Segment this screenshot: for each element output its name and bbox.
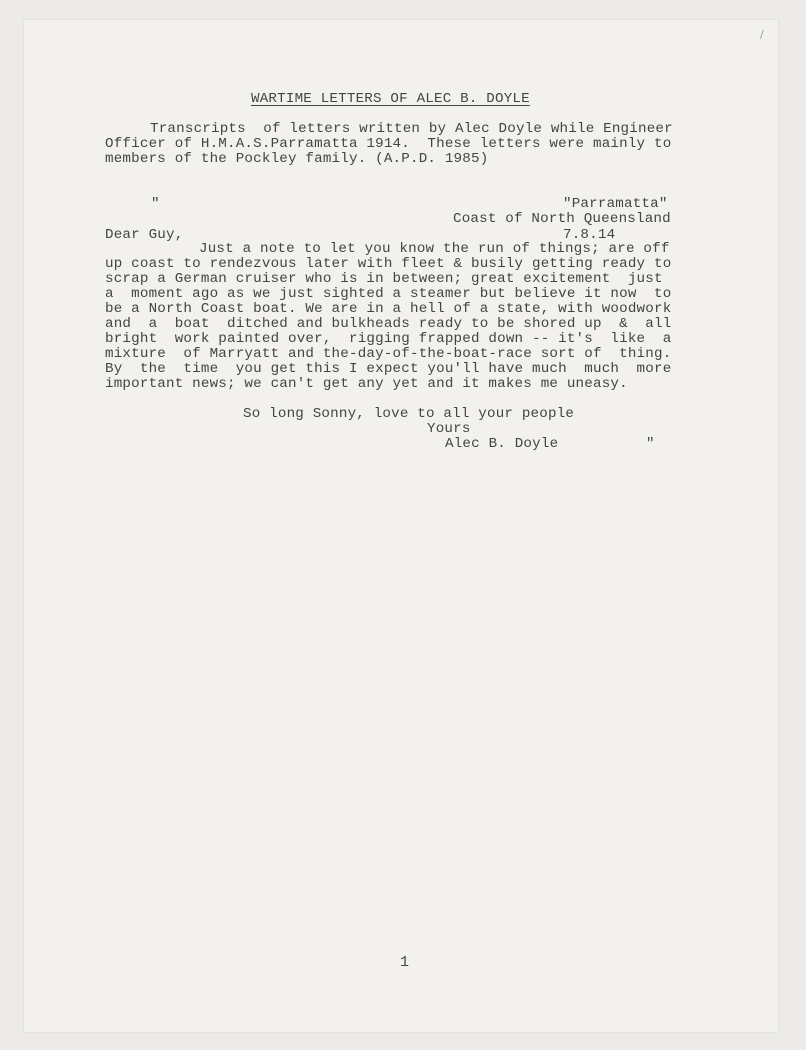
body-line-4: a moment ago as we just sighted a steamer but believe it now to [105, 286, 672, 302]
letter-heading-location: Coast of North Queensland [453, 211, 671, 227]
intro-line-1: Transcripts of letters written by Alec Doyle while Engineer [150, 121, 673, 137]
letter-signature: Alec B. Doyle [445, 436, 559, 452]
body-line-10: important news; we can't get any yet and it makes me uneasy. [105, 376, 628, 392]
intro-line-3: members of the Pockley family. (A.P.D. 1985) [105, 151, 489, 167]
letter-heading-ship: "Parramatta" [563, 196, 668, 212]
body-line-3: scrap a German cruiser who is in between; great excitement just [105, 271, 663, 287]
closing-quote-mark: " [646, 436, 655, 452]
body-line-9: By the time you get this I expect you'll have much much more [105, 361, 672, 377]
letter-salutation: Dear Guy, [105, 227, 184, 243]
document-title: WARTIME LETTERS OF ALEC B. DOYLE [251, 91, 530, 107]
body-line-8: mixture of Marryatt and the-day-of-the-boat-race sort of thing. [105, 346, 672, 362]
page-number: 1 [400, 954, 410, 971]
document-page [24, 20, 778, 1032]
body-line-6: and a boat ditched and bulkheads ready to be shored up & all [105, 316, 672, 332]
intro-line-2: Officer of H.M.A.S.Parramatta 1914. These letters were mainly to [105, 136, 672, 152]
body-line-5: be a North Coast boat. We are in a hell of a state, with woodwork [105, 301, 672, 317]
body-line-2: up coast to rendezvous later with fleet & busily getting ready to [105, 256, 672, 272]
letter-closing: So long Sonny, love to all your people [243, 406, 575, 422]
corner-mark: / [760, 28, 764, 41]
opening-quote-mark: " [151, 196, 160, 212]
body-line-7: bright work painted over, rigging frapped down -- it's like a [105, 331, 672, 347]
letter-date: 7.8.14 [563, 227, 616, 243]
body-line-1: Just a note to let you know the run of things; are off [199, 241, 670, 257]
letter-yours: Yours [427, 421, 471, 437]
